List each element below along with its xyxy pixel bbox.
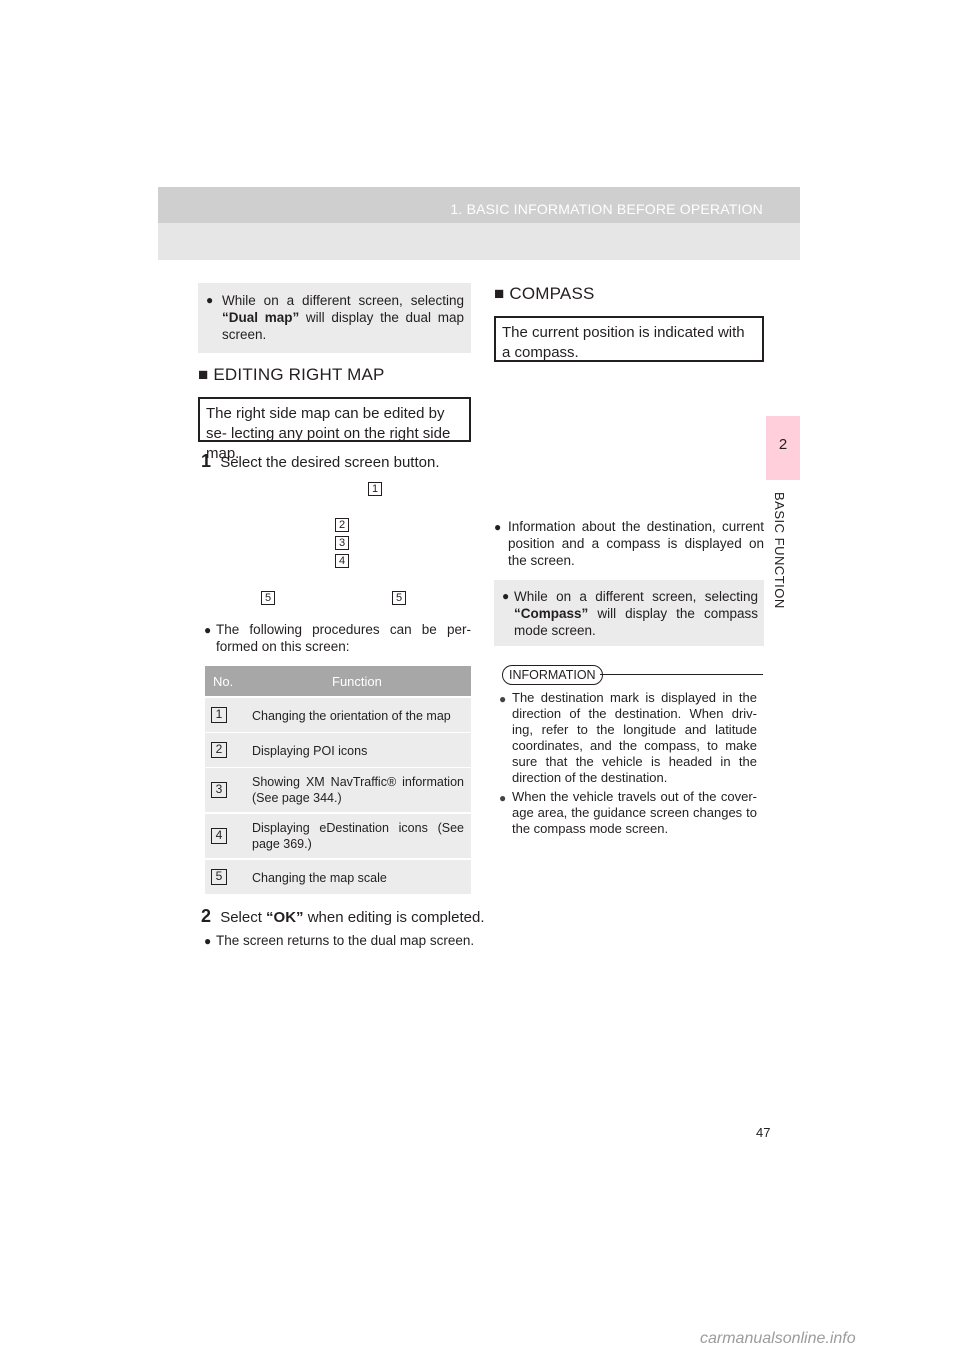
table-row — [205, 860, 471, 894]
function-table-header — [205, 666, 471, 696]
editing-description-box: The right side map can be edited by se- lecting any point on the right side map. — [198, 397, 471, 442]
row-number: 4 — [211, 828, 227, 844]
row-number: 5 — [211, 869, 227, 885]
bullet-icon: ● — [204, 934, 212, 948]
row-function: Showing XM NavTraffic® information (See page 344.) — [252, 775, 464, 805]
callout-5b: 5 — [392, 591, 406, 605]
column-header-function: Function — [332, 674, 382, 689]
table-row — [205, 814, 471, 858]
table-row — [205, 768, 471, 812]
row-number: 1 — [211, 707, 227, 723]
row-function: Changing the orientation of the map — [252, 709, 451, 723]
bullet-icon: ● — [204, 623, 212, 637]
compass-info-text: Information about the destination, current position and a compass is displayed on the screen. — [508, 519, 764, 568]
procedures-text: The following procedures can be per- formed on this screen: — [216, 622, 471, 654]
information-tag: INFORMATION — [502, 665, 603, 685]
row-function: Changing the map scale — [252, 871, 387, 885]
page-number: 47 — [756, 1125, 771, 1140]
step-1 — [201, 451, 440, 472]
callout-5a: 5 — [261, 591, 275, 605]
column-header-no: No. — [213, 674, 234, 689]
table-row — [205, 698, 471, 732]
information-rule — [600, 674, 763, 675]
bullet-icon: ● — [499, 791, 507, 805]
callout-2: 2 — [335, 518, 349, 532]
dual-map-term: “Dual map” — [222, 310, 300, 325]
compass-description-box: The current position is indicated with a compass. — [494, 316, 764, 362]
watermark: carmanualsonline.info — [700, 1330, 856, 1347]
information-item: The destination mark is displayed in the direction of the destination. When driv- ing, refer to the longitude and latitude coordinates, and the compass, to make sure that the vehicle is headed in the direction of the destination. — [512, 690, 757, 785]
row-function: Displaying POI icons — [252, 744, 368, 758]
bullet-icon: ● — [502, 589, 510, 603]
compass-heading: ■ COMPASS — [494, 284, 595, 303]
row-function: Displaying eDestination icons (See page 369.) — [252, 821, 464, 851]
returns-text: The screen returns to the dual map screen. — [216, 933, 475, 948]
editing-right-map-heading: ■ EDITING RIGHT MAP — [198, 365, 385, 384]
callout-1: 1 — [368, 482, 382, 496]
step-1-text: Select the desired screen button. — [220, 454, 440, 471]
step-2: 2 Select “OK” when editing is completed. — [201, 906, 485, 926]
bullet-icon: ● — [206, 293, 214, 307]
compass-note-box — [494, 580, 764, 646]
callout-3: 3 — [335, 536, 349, 550]
section-number: 2 — [778, 436, 788, 453]
dual-map-note-text: While on a different screen, selecting “Dual map” will display the dual map screen. — [222, 293, 465, 342]
step-1-number: 1 — [201, 451, 212, 471]
compass-term: “Compass” — [514, 606, 589, 621]
bullet-icon: ● — [494, 520, 502, 534]
step-2-number: 2 — [201, 906, 212, 926]
callout-4: 4 — [335, 554, 349, 568]
information-item: When the vehicle travels out of the cover- age area, the guidance screen changes to the compass mode screen. — [512, 789, 757, 836]
table-row — [205, 733, 471, 767]
dual-map-note-box — [198, 283, 471, 353]
ok-term: “OK” — [266, 909, 304, 926]
compass-note-text: While on a different screen, selecting “Compass” will display the compass mode screen. — [514, 589, 758, 638]
bullet-icon: ● — [499, 692, 507, 706]
section-label: BASIC FUNCTION — [772, 492, 787, 609]
row-number: 2 — [211, 742, 227, 758]
row-number: 3 — [211, 782, 227, 798]
header-title: 1. BASIC INFORMATION BEFORE OPERATION — [450, 201, 763, 217]
